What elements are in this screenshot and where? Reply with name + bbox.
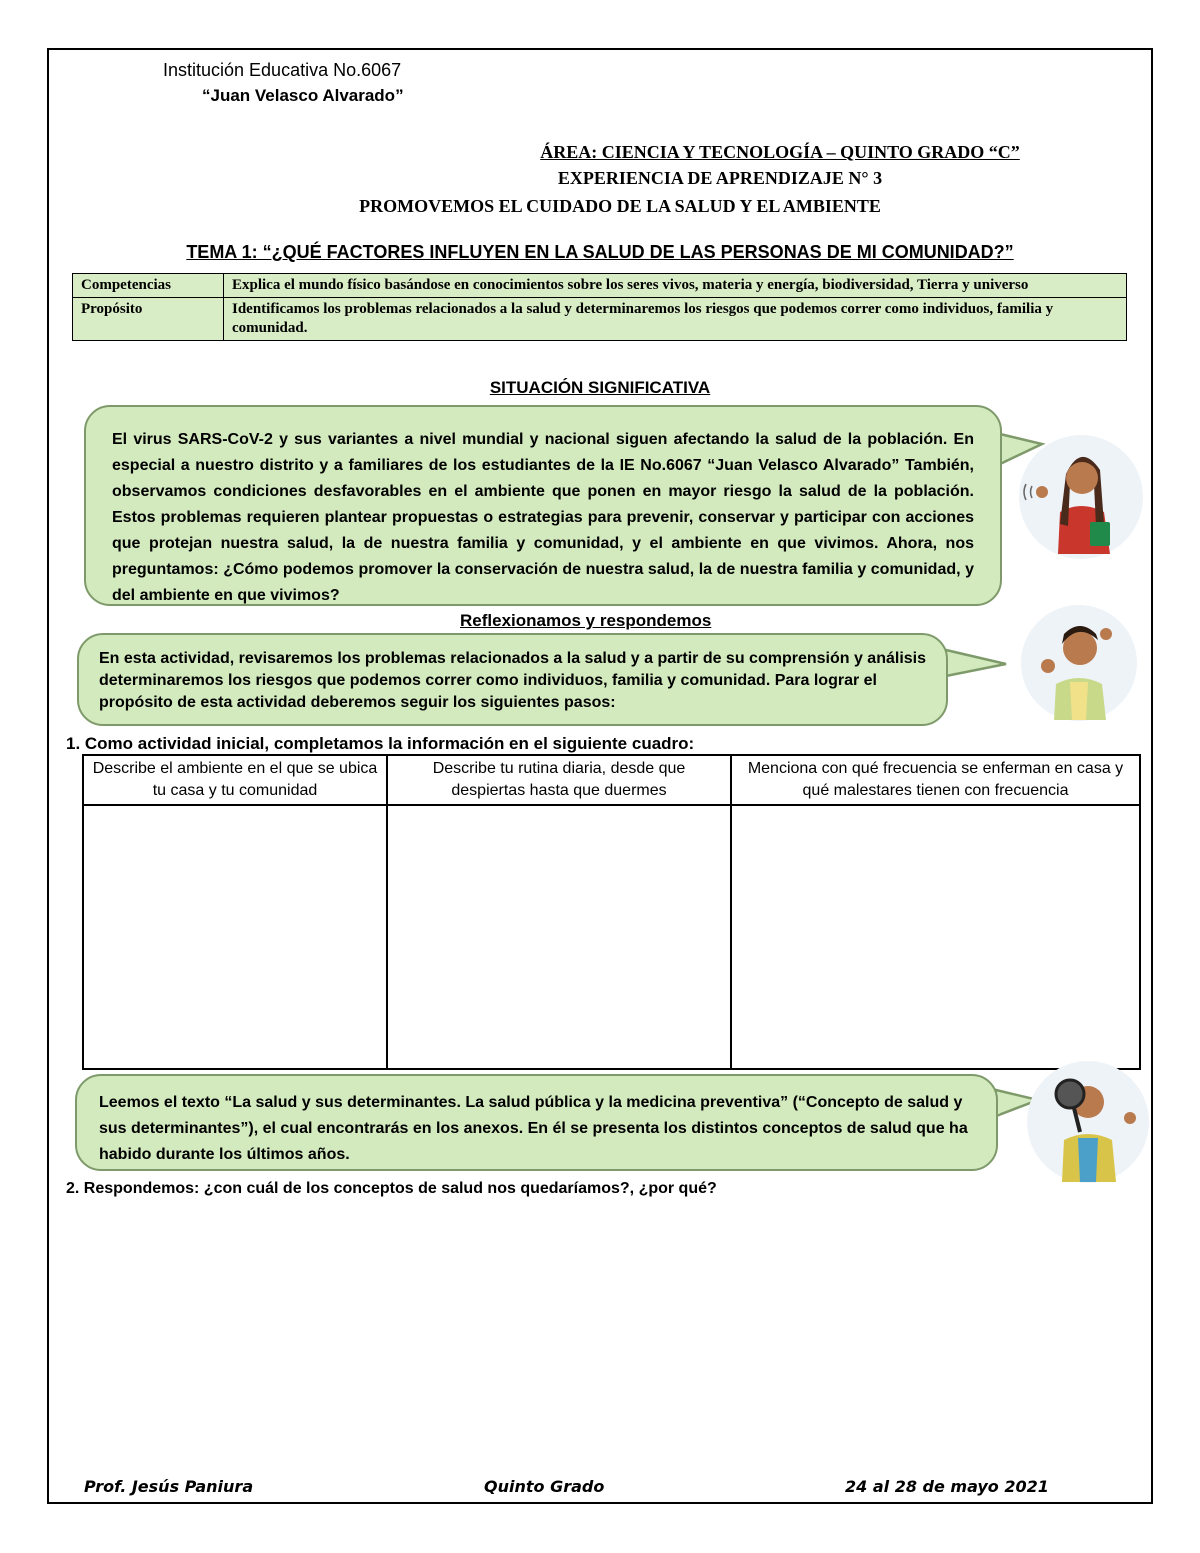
reflect-bubble: En esta actividad, revisaremos los problemas relacionados a la salud y a partir de su comprensión y análisis determinaremos los riesgos que podemos correr como individuos, familia y comunidad. Para lograr el propósito de esta actividad deberemos seguir los siguientes pasos: <box>77 633 948 726</box>
girl-character-icon <box>1018 434 1144 560</box>
boy-magnifier-character-icon <box>1026 1060 1150 1184</box>
column-header: Menciona con qué frecuencia se enferman en casa y qué malestares tienen con frecuencia <box>731 755 1140 805</box>
proposito-label: Propósito <box>73 298 224 341</box>
situation-bubble: El virus SARS-CoV-2 y sus variantes a nivel mundial y nacional siguen afectando la salud de la población. En especial a nuestro distrito y a familiares de los estudiantes de la IE No.6067 “Juan Velasco Alvarado” También, observamos condiciones desfavorables en el ambiente que ponen en mayor riesgo la salud de la población. Estos problemas requieren plantear propuestas o estrategias para prevenir, conservar y participar con acciones que protejan nuestra salud, la de nuestra familia y comunidad, y el ambiente en que vivimos. Ahora, nos preguntamos: ¿Cómo podemos promover la conservación de nuestra salud, la de nuestra familia y comunidad, y del ambiente en que vivimos? <box>84 405 1002 606</box>
footer-grade: Quinto Grado <box>484 1477 605 1496</box>
institution-name: Institución Educativa No.6067 <box>163 60 402 80</box>
question-1: 1. Como actividad inicial, completamos la información en el siguiente cuadro: <box>66 734 695 753</box>
experience-heading: EXPERIENCIA DE APRENDIZAJE N° 3 <box>557 168 883 188</box>
competency-table <box>72 273 1127 341</box>
answer-cell-environment[interactable] <box>83 805 387 1069</box>
question-2: 2. Respondemos: ¿con cuál de los conceptos de salud nos quedaríamos?, ¿por qué? <box>66 1180 717 1197</box>
competencias-label: Competencias <box>73 274 224 298</box>
reflect-heading: Reflexionamos y respondemos <box>460 611 712 630</box>
table-row <box>83 755 1140 805</box>
column-header: Describe el ambiente en el que se ubica tu casa y tu comunidad <box>83 755 387 805</box>
speech-bubble-tail <box>938 646 1018 686</box>
proposito-value: Identificamos los problemas relacionados a la salud y determinaremos los riesgos que podemos correr como individuos, familia y comunidad. <box>224 298 1127 341</box>
footer-teacher: Prof. Jesús Paniura <box>84 1477 254 1496</box>
boy-waving-character-icon <box>1020 604 1138 722</box>
situation-heading: SITUACIÓN SIGNIFICATIVA <box>489 378 711 397</box>
answer-cell-routine[interactable] <box>387 805 731 1069</box>
answer-cell-illness[interactable] <box>731 805 1140 1069</box>
table-row <box>83 805 1140 1069</box>
table-row <box>73 298 1127 341</box>
area-heading: ÁREA: CIENCIA Y TECNOLOGÍA – QUINTO GRADO “C” <box>540 142 1020 162</box>
page-title: PROMOVEMOS EL CUIDADO DE LA SALUD Y EL AMBIENTE <box>359 196 881 216</box>
footer-date: 24 al 28 de mayo 2021 <box>845 1477 1049 1496</box>
school-name: “Juan Velasco Alvarado” <box>202 86 404 105</box>
reading-bubble: Leemos el texto “La salud y sus determinantes. La salud pública y la medicina preventiva” (“Concepto de salud y sus determinantes”), el cual encontrarás en los anexos. En él se presenta los distintos conceptos de salud que ha habido durante los últimos años. <box>75 1074 998 1171</box>
topic-heading: TEMA 1: “¿QUÉ FACTORES INFLUYEN EN LA SALUD DE LAS PERSONAS DE MI COMUNIDAD?” <box>186 242 1014 262</box>
activity-grid <box>82 754 1141 1070</box>
competencias-value: Explica el mundo físico basándose en conocimientos sobre los seres vivos, materia y energía, biodiversidad, Tierra y universo <box>224 274 1127 298</box>
table-row <box>73 274 1127 298</box>
column-header: Describe tu rutina diaria, desde que despiertas hasta que duermes <box>387 755 731 805</box>
